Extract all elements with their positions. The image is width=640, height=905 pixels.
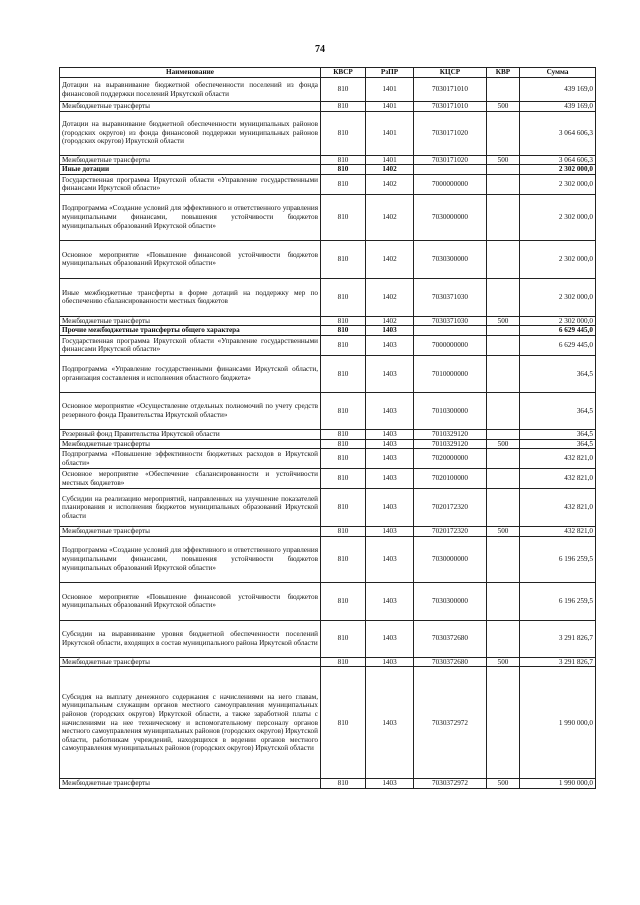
cell-rzpr: 1401 — [366, 111, 414, 155]
cell-kvr — [487, 78, 520, 102]
table-row — [60, 194, 596, 240]
cell-sum: 439 169,0 — [520, 78, 596, 102]
cell-kvsr: 810 — [321, 620, 366, 657]
cell-kcsr: 7000000000 — [414, 335, 487, 355]
cell-sum: 1 990 000,0 — [520, 667, 596, 779]
cell-kvr: 500 — [487, 155, 520, 165]
cell-name: Субсидии на реализацию мероприятий, направленных на улучшение показателей планирования и исполнения бюджетов муниципальных образований Иркутской области — [60, 489, 321, 527]
cell-kvsr: 810 — [321, 335, 366, 355]
cell-kcsr: 7020172320 — [414, 489, 487, 527]
cell-rzpr: 1403 — [366, 355, 414, 392]
cell-sum: 364,5 — [520, 429, 596, 439]
cell-kvsr: 810 — [321, 667, 366, 779]
cell-name: Основное мероприятие «Повышение финансовой устойчивости бюджетов муниципальных образований Иркутской области» — [60, 240, 321, 278]
cell-rzpr: 1403 — [366, 527, 414, 537]
cell-kvsr: 810 — [321, 111, 366, 155]
cell-kvr — [487, 326, 520, 336]
cell-sum: 2 302 000,0 — [520, 174, 596, 194]
cell-kcsr: 7030300000 — [414, 582, 487, 620]
cell-kcsr — [414, 326, 487, 336]
cell-name: Межбюджетные трансферты — [60, 527, 321, 537]
table-row — [60, 316, 596, 326]
cell-name: Резервный фонд Правительства Иркутской области — [60, 429, 321, 439]
cell-rzpr: 1402 — [366, 240, 414, 278]
cell-kvsr: 810 — [321, 489, 366, 527]
cell-kvr: 500 — [487, 102, 520, 112]
table-row — [60, 78, 596, 102]
cell-kvsr: 810 — [321, 657, 366, 667]
cell-kvsr: 810 — [321, 278, 366, 316]
cell-name: Подпрограмма «Управление государственными финансами Иркутской области, организация составления и исполнения областного бюджета» — [60, 355, 321, 392]
cell-kvr: 500 — [487, 527, 520, 537]
cell-name: Государственная программа Иркутской области «Управление государственными финансами Иркутской области» — [60, 335, 321, 355]
cell-kvr — [487, 194, 520, 240]
cell-rzpr: 1403 — [366, 536, 414, 582]
cell-kcsr: 7010000000 — [414, 355, 487, 392]
cell-kvsr: 810 — [321, 316, 366, 326]
cell-rzpr: 1403 — [366, 429, 414, 439]
page-number: 74 — [315, 44, 325, 55]
cell-kvsr: 810 — [321, 429, 366, 439]
cell-kvsr: 810 — [321, 779, 366, 789]
table-row — [60, 111, 596, 155]
cell-name: Межбюджетные трансферты — [60, 439, 321, 449]
cell-rzpr: 1403 — [366, 582, 414, 620]
cell-kvsr: 810 — [321, 439, 366, 449]
cell-kcsr: 7030372680 — [414, 657, 487, 667]
cell-kvr — [487, 278, 520, 316]
cell-kcsr: 7030000000 — [414, 194, 487, 240]
cell-sum: 3 064 606,3 — [520, 155, 596, 165]
cell-sum: 6 196 259,5 — [520, 536, 596, 582]
cell-kcsr: 7010329120 — [414, 439, 487, 449]
table-row — [60, 449, 596, 469]
cell-kcsr: 7010300000 — [414, 392, 487, 429]
cell-rzpr: 1403 — [366, 449, 414, 469]
cell-name: Межбюджетные трансферты — [60, 779, 321, 789]
header-sum: Сумма — [520, 68, 596, 78]
table-row — [60, 326, 596, 336]
table-row — [60, 240, 596, 278]
cell-sum: 6 196 259,5 — [520, 582, 596, 620]
table-row — [60, 667, 596, 779]
cell-name: Межбюджетные трансферты — [60, 102, 321, 112]
cell-name: Субсидия на выплату денежного содержания с начислениями на него главам, муниципальным служащим органов местного самоуправления муниципальных районов (городских округов) Иркутской области, а также заработной платы с начислениями на нее техническому и вспомогательному персоналу органов местного самоуправления муниципальных районов (городских округов) Иркутской области, работникам учреждений, находящихся в ведении органов местного самоуправления муниципальных районов (городских округов) Иркутской области — [60, 667, 321, 779]
cell-rzpr: 1403 — [366, 779, 414, 789]
cell-sum: 432 821,0 — [520, 527, 596, 537]
cell-kcsr — [414, 165, 487, 175]
cell-name: Иные дотации — [60, 165, 321, 175]
cell-kvsr: 810 — [321, 174, 366, 194]
cell-sum: 439 169,0 — [520, 102, 596, 112]
cell-kcsr: 7020100000 — [414, 469, 487, 489]
cell-kvr — [487, 620, 520, 657]
cell-rzpr: 1401 — [366, 102, 414, 112]
budget-table — [59, 67, 596, 789]
cell-rzpr: 1403 — [366, 335, 414, 355]
header-kcsr: КЦСР — [414, 68, 487, 78]
table-row — [60, 582, 596, 620]
cell-sum: 364,5 — [520, 355, 596, 392]
table-row — [60, 155, 596, 165]
cell-kcsr: 7030371030 — [414, 316, 487, 326]
cell-kvsr: 810 — [321, 165, 366, 175]
header-kvsr: КВСР — [321, 68, 366, 78]
table-row — [60, 469, 596, 489]
cell-kcsr: 7030300000 — [414, 240, 487, 278]
cell-rzpr: 1403 — [366, 439, 414, 449]
cell-kcsr: 7020172320 — [414, 527, 487, 537]
cell-name: Подпрограмма «Создание условий для эффективного и ответственного управления муниципальными финансами, повышения устойчивости бюджетов муниципальных образований Иркутской области» — [60, 536, 321, 582]
cell-rzpr: 1403 — [366, 489, 414, 527]
cell-kvr — [487, 536, 520, 582]
cell-kvsr: 810 — [321, 155, 366, 165]
cell-kvr — [487, 489, 520, 527]
cell-rzpr: 1402 — [366, 194, 414, 240]
header-rzpr: РзПР — [366, 68, 414, 78]
cell-name: Основное мероприятие «Повышение финансовой устойчивости бюджетов муниципальных образований Иркутской области» — [60, 582, 321, 620]
table-row — [60, 536, 596, 582]
cell-kcsr: 7030171020 — [414, 155, 487, 165]
cell-kvr: 500 — [487, 439, 520, 449]
cell-rzpr: 1402 — [366, 316, 414, 326]
cell-kvr — [487, 240, 520, 278]
cell-kvr — [487, 582, 520, 620]
table-row — [60, 355, 596, 392]
cell-rzpr: 1402 — [366, 174, 414, 194]
cell-kvr — [487, 174, 520, 194]
cell-kvr — [487, 667, 520, 779]
cell-kvr — [487, 392, 520, 429]
cell-kvsr: 810 — [321, 392, 366, 429]
table-header-row — [60, 68, 596, 78]
cell-name: Иные межбюджетные трансферты в форме дотаций на поддержку мер по обеспечению сбалансированности местных бюджетов — [60, 278, 321, 316]
cell-kvsr: 810 — [321, 78, 366, 102]
cell-name: Государственная программа Иркутской области «Управление государственными финансами Иркутской области» — [60, 174, 321, 194]
cell-kcsr: 7030371030 — [414, 278, 487, 316]
cell-rzpr: 1403 — [366, 469, 414, 489]
cell-name: Межбюджетные трансферты — [60, 657, 321, 667]
cell-sum: 2 302 000,0 — [520, 165, 596, 175]
cell-name: Основное мероприятие «Осуществление отдельных полномочий по учету средств резервного фонда Правительства Иркутской области» — [60, 392, 321, 429]
table-row — [60, 527, 596, 537]
cell-sum: 432 821,0 — [520, 449, 596, 469]
cell-kcsr: 7010329120 — [414, 429, 487, 439]
cell-name: Дотации на выравнивание бюджетной обеспеченности муниципальных районов (городских округов) из фонда финансовой поддержки муниципальных районов (городских округов) Иркутской области — [60, 111, 321, 155]
cell-kvsr: 810 — [321, 194, 366, 240]
cell-rzpr: 1403 — [366, 392, 414, 429]
cell-kvr — [487, 469, 520, 489]
cell-kvsr: 810 — [321, 326, 366, 336]
cell-name: Основное мероприятие «Обеспечение сбалансированности и устойчивости местных бюджетов» — [60, 469, 321, 489]
cell-rzpr: 1402 — [366, 165, 414, 175]
cell-kcsr: 7030171010 — [414, 102, 487, 112]
table-row — [60, 489, 596, 527]
cell-rzpr: 1401 — [366, 78, 414, 102]
cell-rzpr: 1402 — [366, 278, 414, 316]
cell-kvsr: 810 — [321, 449, 366, 469]
cell-kvsr: 810 — [321, 469, 366, 489]
cell-kcsr: 7030171020 — [414, 111, 487, 155]
cell-sum: 2 302 000,0 — [520, 194, 596, 240]
cell-kvsr: 810 — [321, 527, 366, 537]
cell-kvr: 500 — [487, 316, 520, 326]
cell-name: Подпрограмма «Создание условий для эффективного и ответственного управления муниципальными финансами, повышения устойчивости бюджетов муниципальных образований Иркутской области» — [60, 194, 321, 240]
cell-kcsr: 7030171010 — [414, 78, 487, 102]
cell-rzpr: 1403 — [366, 667, 414, 779]
cell-sum: 6 629 445,0 — [520, 335, 596, 355]
cell-sum: 1 990 000,0 — [520, 779, 596, 789]
cell-sum: 432 821,0 — [520, 489, 596, 527]
cell-sum: 432 821,0 — [520, 469, 596, 489]
table-row — [60, 278, 596, 316]
cell-rzpr: 1403 — [366, 326, 414, 336]
cell-kvsr: 810 — [321, 582, 366, 620]
cell-kvr: 500 — [487, 657, 520, 667]
cell-sum: 3 291 826,7 — [520, 657, 596, 667]
table-row — [60, 174, 596, 194]
cell-kcsr: 7000000000 — [414, 174, 487, 194]
cell-kvsr: 810 — [321, 240, 366, 278]
cell-name: Межбюджетные трансферты — [60, 316, 321, 326]
table-row — [60, 657, 596, 667]
cell-kcsr: 7030000000 — [414, 536, 487, 582]
cell-kvsr: 810 — [321, 536, 366, 582]
cell-sum: 2 302 000,0 — [520, 240, 596, 278]
table-row — [60, 620, 596, 657]
table-row — [60, 429, 596, 439]
table-row — [60, 392, 596, 429]
cell-name: Подпрограмма «Повышение эффективности бюджетных расходов в Иркутской области» — [60, 449, 321, 469]
cell-sum: 3 064 606,3 — [520, 111, 596, 155]
cell-kcsr: 7030372680 — [414, 620, 487, 657]
table-row — [60, 335, 596, 355]
cell-sum: 3 291 826,7 — [520, 620, 596, 657]
cell-rzpr: 1403 — [366, 620, 414, 657]
table-row — [60, 165, 596, 175]
cell-kvr — [487, 355, 520, 392]
cell-name: Межбюджетные трансферты — [60, 155, 321, 165]
cell-kcsr: 7030372972 — [414, 667, 487, 779]
cell-kvsr: 810 — [321, 102, 366, 112]
cell-kcsr: 7020000000 — [414, 449, 487, 469]
table-row — [60, 439, 596, 449]
cell-kvr: 500 — [487, 779, 520, 789]
cell-sum: 2 302 000,0 — [520, 316, 596, 326]
cell-name: Дотации на выравнивание бюджетной обеспеченности поселений из фонда финансовой поддержки поселений Иркутской области — [60, 78, 321, 102]
header-kvr: КВР — [487, 68, 520, 78]
cell-rzpr: 1401 — [366, 155, 414, 165]
cell-name: Субсидии на выравнивание уровня бюджетной обеспеченности поселений Иркутской области, входящих в состав муниципального района Иркутской области — [60, 620, 321, 657]
table-row — [60, 779, 596, 789]
header-name: Наименование — [60, 68, 321, 78]
table-body — [60, 78, 596, 789]
cell-kvr — [487, 165, 520, 175]
cell-kvr — [487, 429, 520, 439]
cell-sum: 364,5 — [520, 439, 596, 449]
cell-kvsr: 810 — [321, 355, 366, 392]
cell-sum: 2 302 000,0 — [520, 278, 596, 316]
cell-sum: 364,5 — [520, 392, 596, 429]
cell-rzpr: 1403 — [366, 657, 414, 667]
cell-kvr — [487, 111, 520, 155]
cell-kcsr: 7030372972 — [414, 779, 487, 789]
cell-name: Прочие межбюджетные трансферты общего характера — [60, 326, 321, 336]
table-row — [60, 102, 596, 112]
cell-kvr — [487, 449, 520, 469]
cell-kvr — [487, 335, 520, 355]
cell-sum: 6 629 445,0 — [520, 326, 596, 336]
